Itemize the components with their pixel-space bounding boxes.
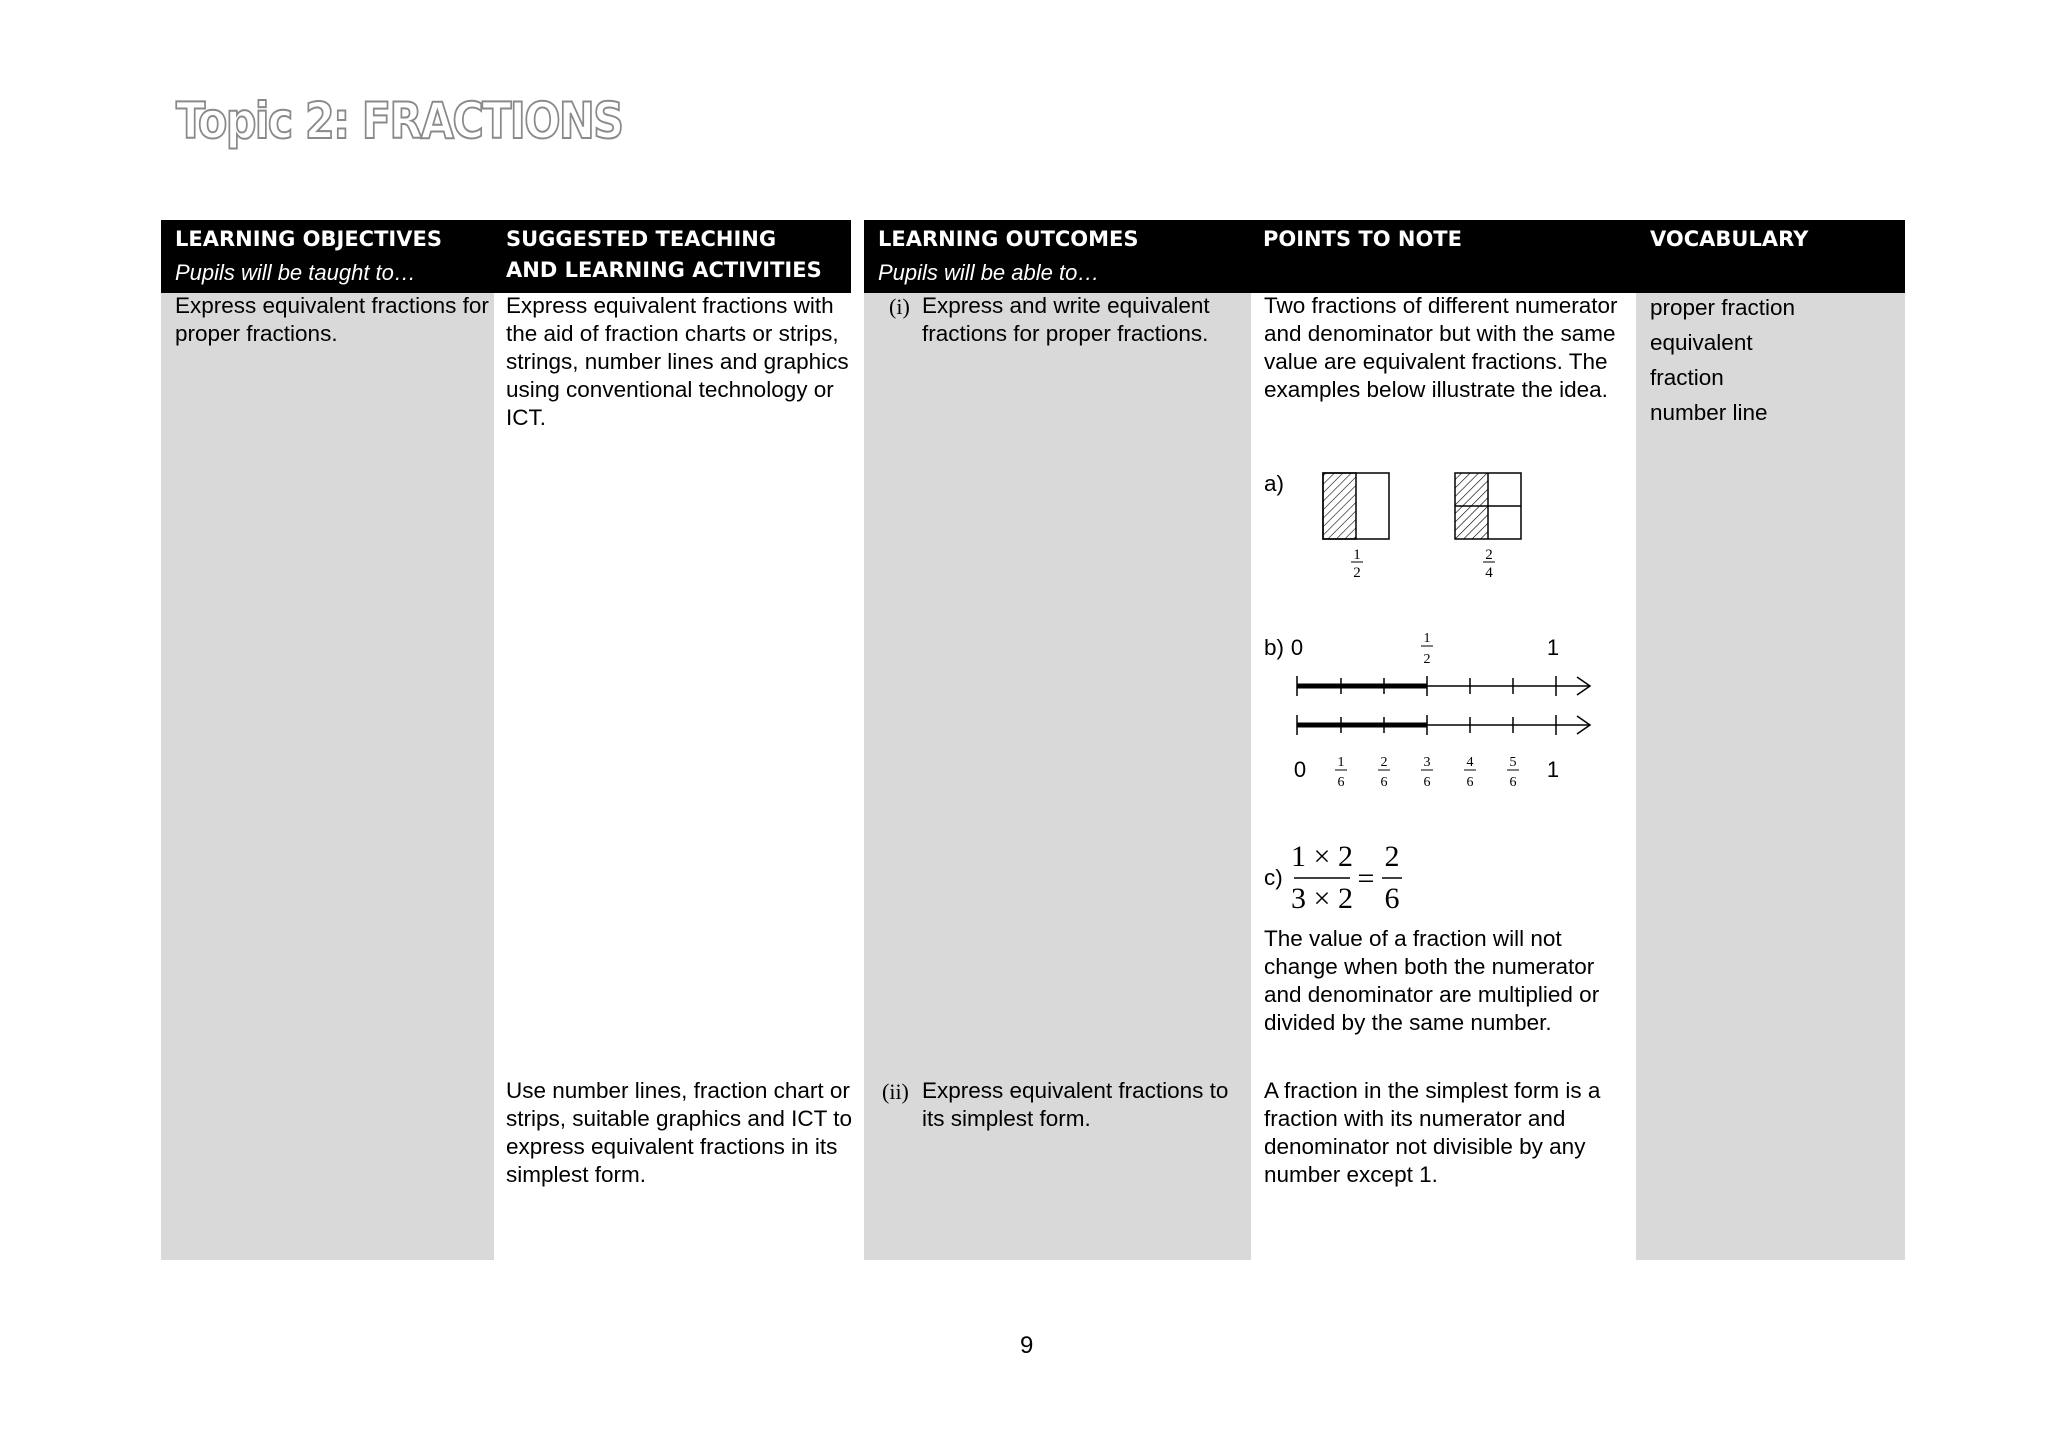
sixth-5-den: 6 [1509,775,1517,790]
header-title-line1: SUGGESTED TEACHING [506,227,777,251]
top-label-one: 1 [1546,635,1560,660]
header-title: VOCABULARY [1650,227,1809,251]
number-line-sixths [1297,715,1590,735]
vocabulary-item: fraction [1650,365,1724,390]
half-square [1323,473,1389,539]
example-b-label: b) [1264,635,1285,660]
example-b-number-lines [1285,620,1615,800]
page-number: 9 [1020,1332,1034,1359]
fraction-two-fourths-den: 4 [1485,565,1493,581]
equation-right-denominator: 6 [1384,882,1400,915]
fraction-half-num: 1 [1353,547,1361,563]
objectives-column [161,220,494,1260]
sixth-4-num: 4 [1466,755,1474,770]
header-title: POINTS TO NOTE [1263,227,1462,251]
header-subtitle: Pupils will be able to… [878,260,1100,285]
vocabulary-item: number line [1650,400,1768,425]
sixth-1-den: 6 [1337,775,1345,790]
header-title-line2: AND LEARNING ACTIVITIES [506,258,822,282]
outcome-text: Express equivalent fractions to its simplest form. [922,1078,1229,1131]
activity-item-2: Use number lines, fraction chart or strips, suitable graphics and ICT to express equivalent fractions in its simplest form. [506,1078,853,1187]
example-c-label: c) [1264,865,1283,890]
simplest-form-note: A fraction in the simplest form is a fraction with its numerator and denominator not divisible by any number except 1. [1264,1078,1601,1187]
number-line-halves [1297,676,1590,696]
sixth-5-num: 5 [1509,755,1517,770]
topic-title: Topic 2: FRACTIONS [176,92,623,150]
example-a-fraction-diagram [1320,470,1540,585]
top-half-den: 2 [1423,652,1431,667]
header-suggested-activities [494,220,851,293]
outcome-number: (i) [889,294,910,319]
quarters-square [1455,473,1521,539]
bottom-label-zero: 0 [1293,757,1307,782]
sixth-3-num: 3 [1423,755,1431,770]
top-label-zero: 0 [1290,635,1304,660]
header-vocabulary [1636,220,1905,293]
example-a-label: a) [1264,471,1285,496]
sixth-4-den: 6 [1466,775,1474,790]
sixth-1-num: 1 [1337,755,1345,770]
sixth-2-den: 6 [1380,775,1388,790]
value-note: The value of a fraction will not change when both the numerator and denominator are multiplied or divided by the same number. [1264,926,1600,1035]
equation-left-numerator: 1 × 2 [1291,840,1353,873]
vocabulary-item: equivalent [1650,330,1753,355]
header-points-to-note [1251,220,1636,293]
bottom-label-one: 1 [1546,757,1560,782]
equation-equals: = [1357,862,1375,895]
equation-left-denominator: 3 × 2 [1291,882,1353,915]
outcome-number: (ii) [882,1079,909,1104]
header-title: LEARNING OBJECTIVES [175,227,442,251]
header-title: LEARNING OUTCOMES [878,227,1139,251]
objective-text: Express equivalent fractions for proper fractions. [175,293,489,346]
outcome-text: Express and write equivalent fractions for proper fractions. [922,293,1210,346]
sixth-3-den: 6 [1423,775,1431,790]
activity-item-1: Express equivalent fractions with the aid of fraction charts or strips, strings, number lines and graphics using conventional technology or ICT. [506,293,849,430]
fraction-half-den: 2 [1353,565,1361,581]
points-intro: Two fractions of different numerator and denominator but with the same value are equivalent fractions. The examples below illustrate the idea. [1264,293,1618,402]
vocabulary-item: proper fraction [1650,295,1796,320]
top-half-num: 1 [1423,631,1431,646]
equation-right-numerator: 2 [1384,840,1400,873]
vocabulary-list [1650,290,1795,430]
header-learning-objectives [161,220,494,293]
header-subtitle: Pupils will be taught to… [175,260,416,285]
example-c-equation [1290,836,1430,916]
fraction-two-fourths-num: 2 [1485,547,1493,563]
header-learning-outcomes [864,220,1251,293]
sixth-2-num: 2 [1380,755,1388,770]
